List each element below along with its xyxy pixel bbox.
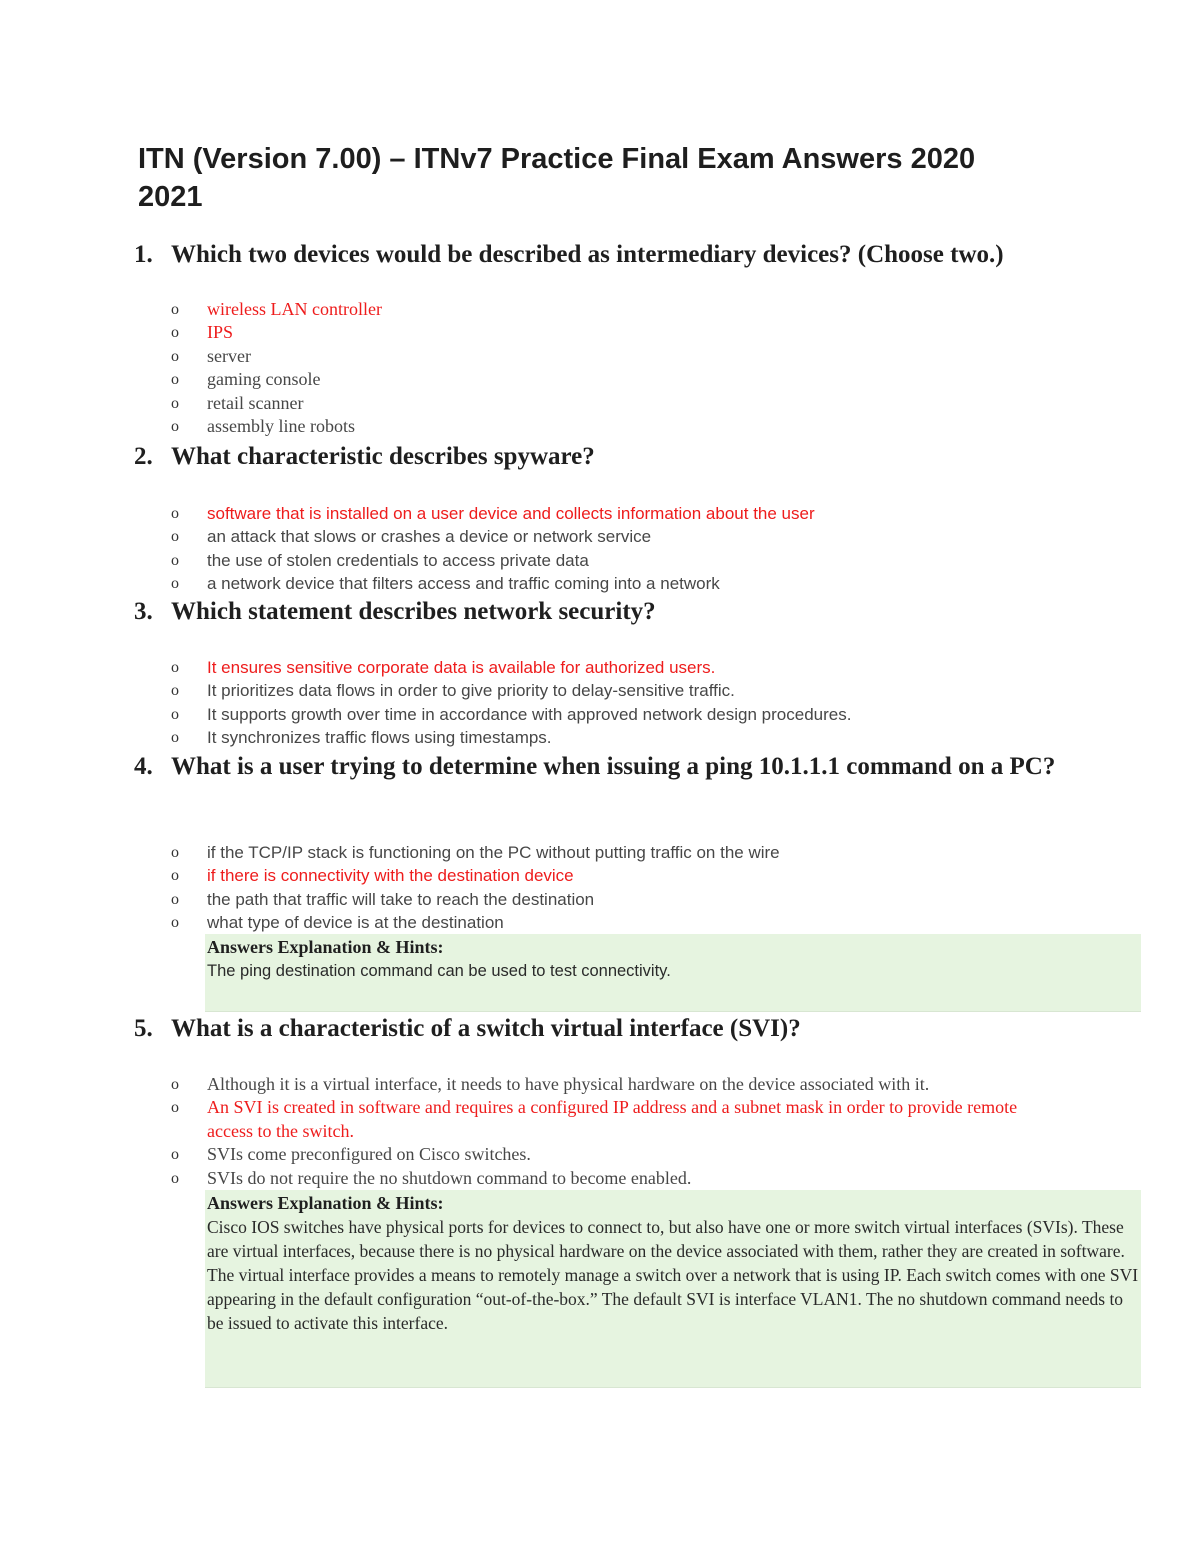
answer-option: o retail scanner	[171, 392, 1131, 415]
bullet-icon: o	[171, 1076, 179, 1093]
bullet-icon: o	[171, 867, 179, 885]
bullet-icon: o	[171, 914, 179, 932]
bullet-icon: o	[171, 418, 179, 436]
options-list-5	[171, 1073, 1131, 1190]
answer-option: o an attack that slows or crashes a device or network service	[171, 525, 1131, 548]
answer-option: o Although it is a virtual interface, it needs to have physical hardware on the device associated with it.	[171, 1073, 1131, 1096]
options-list-1	[171, 298, 1131, 438]
answer-option: o wireless LAN controller	[171, 298, 1131, 321]
question-text: What characteristic describes spyware?	[171, 443, 595, 470]
bullet-icon: o	[171, 528, 179, 546]
answer-option: o the path that traffic will take to reach the destination	[171, 888, 1131, 911]
question-4	[134, 752, 1094, 782]
bullet-icon: o	[171, 505, 179, 522]
question-3	[134, 597, 1094, 627]
answer-option: o SVIs come preconfigured on Cisco switches.	[171, 1143, 1131, 1166]
bullet-icon: o	[171, 844, 179, 861]
explanation-title: Answers Explanation & Hints:	[207, 937, 444, 957]
bullet-icon: o	[171, 394, 179, 412]
question-5	[134, 1014, 1094, 1044]
answer-option: o SVIs do not require the no shutdown command to become enabled.	[171, 1167, 1131, 1190]
answer-option: o assembly line robots	[171, 415, 1131, 438]
explanation-title: Answers Explanation & Hints:	[207, 1193, 444, 1213]
question-text: What is a user trying to determine when issuing a ping 10.1.1.1 command on a PC?	[171, 753, 1056, 780]
bullet-icon: o	[171, 729, 179, 747]
bullet-icon: o	[171, 1169, 179, 1187]
answer-option: o It ensures sensitive corporate data is available for authorized users.	[171, 656, 1131, 679]
bullet-icon: o	[171, 1099, 179, 1117]
question-number: 4.	[134, 753, 153, 780]
question-text: Which two devices would be described as intermediary devices? (Choose two.)	[171, 241, 1004, 268]
question-text: What is a characteristic of a switch virtual interface (SVI)?	[171, 1015, 801, 1042]
question-2	[134, 442, 1094, 472]
answer-option: o An SVI is created in software and requires a configured IP address and a subnet mask in order to provide remote access to the switch.	[171, 1097, 1018, 1141]
question-number: 1.	[134, 241, 153, 268]
bullet-icon: o	[171, 347, 179, 365]
answer-option: o the use of stolen credentials to access private data	[171, 549, 1131, 572]
answer-option: o server	[171, 345, 1131, 368]
answer-option: o what type of device is at the destination	[171, 911, 1131, 934]
answer-option: o if the TCP/IP stack is functioning on the PC without putting traffic on the wire	[171, 841, 1131, 864]
answer-option: o It prioritizes data flows in order to give priority to delay-sensitive traffic.	[171, 679, 1131, 702]
answer-option: o IPS	[171, 321, 1131, 344]
bullet-icon: o	[171, 682, 179, 700]
bullet-icon: o	[171, 551, 179, 569]
bullet-icon: o	[171, 890, 179, 908]
bullet-icon: o	[171, 659, 179, 676]
bullet-icon: o	[171, 371, 179, 389]
answer-option: o if there is connectivity with the destination device	[171, 864, 1131, 887]
bullet-icon: o	[171, 575, 179, 593]
explanation-body: Cisco IOS switches have physical ports for devices to connect to, but also have one or more switch virtual interfaces (SVIs). These are virtual interfaces, because there is no physical hardware on the device associated with them, rather they are created in software. The virtual interface provides a means to remotely manage a switch over a network that is using IP. Each switch comes with one SVI appearing in the default configuration “out-of-the-box.” The default SVI is interface VLAN1. The no shutdown command needs to be issued to activate this interface.	[207, 1217, 1139, 1333]
answer-option: o gaming console	[171, 368, 1131, 391]
answer-option: o software that is installed on a user device and collects information about the user	[171, 502, 1131, 525]
question-number: 2.	[134, 443, 153, 470]
answer-option: o It supports growth over time in accordance with approved network design procedures.	[171, 703, 1131, 726]
options-list-2	[171, 502, 1131, 596]
bullet-icon: o	[171, 705, 179, 723]
question-1	[134, 240, 1094, 270]
options-list-4	[171, 841, 1131, 935]
bullet-icon: o	[171, 324, 179, 342]
answer-option: o It synchronizes traffic flows using timestamps.	[171, 726, 1131, 749]
options-list-3	[171, 656, 1131, 750]
question-text: Which statement describes network security?	[171, 598, 656, 625]
answer-option: o a network device that filters access and traffic coming into a network	[171, 572, 1131, 595]
explanation-body: The ping destination command can be used to test connectivity.	[207, 962, 671, 980]
question-number: 5.	[134, 1015, 153, 1042]
question-number: 3.	[134, 598, 153, 625]
bullet-icon: o	[171, 1146, 179, 1164]
explanation-box-5	[205, 1190, 1141, 1388]
page-title: ITN (Version 7.00) – ITNv7 Practice Final Exam Answers 2020 2021	[138, 143, 976, 213]
bullet-icon: o	[171, 301, 179, 318]
explanation-box-4	[205, 934, 1141, 1012]
